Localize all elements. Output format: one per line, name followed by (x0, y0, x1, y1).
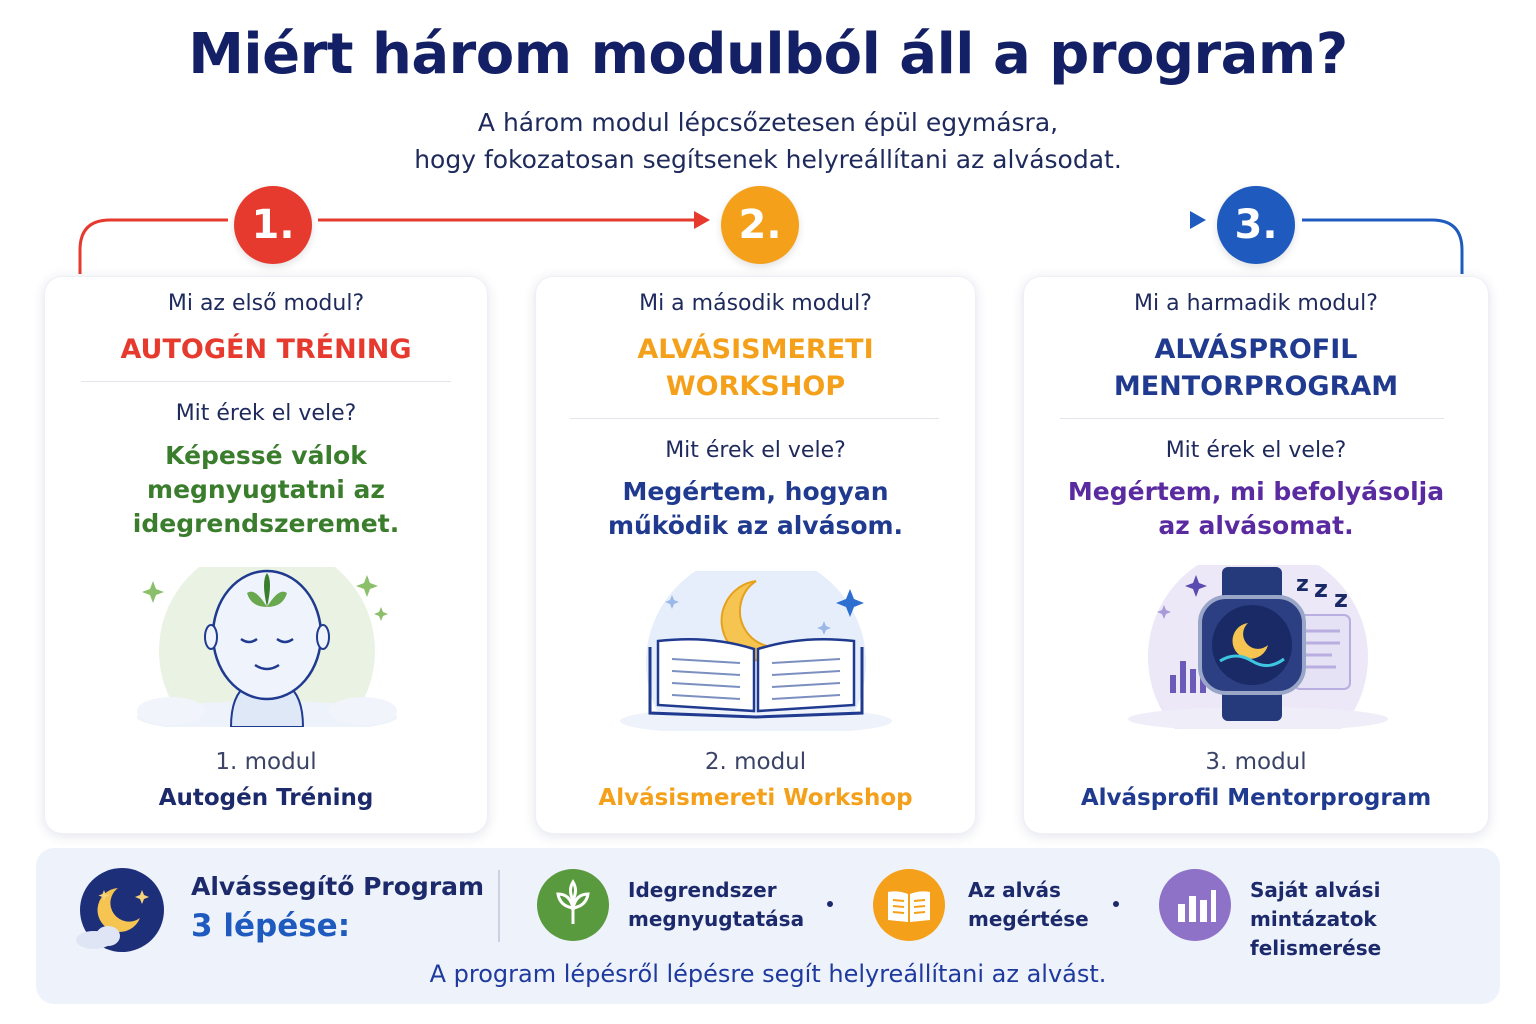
separator-dot (827, 901, 833, 907)
bar-chart-icon (1158, 868, 1232, 942)
step-badge-3: 3. (1217, 186, 1295, 264)
goal-question: Mit érek el vele? (175, 401, 357, 426)
module-name: Alvásprofil Mentorprogram (1080, 785, 1432, 811)
module-name: Alvásismereti Workshop (598, 785, 913, 811)
sleep-tracker-watch-icon (1122, 565, 1394, 729)
divider (1060, 418, 1444, 419)
open-book-moon-icon (614, 571, 898, 731)
subtitle-line-2: hogy fokozatosan segítsenek helyreállítani az alvásodat. (414, 145, 1122, 174)
step-2-summary (968, 876, 1089, 934)
module-title-line: ALVÁSISMERETI (637, 334, 874, 365)
module-name: Autogén Tréning (158, 785, 374, 811)
module-question: Mi a harmadik modul? (1134, 291, 1378, 316)
step-badge-2: 2. (721, 186, 799, 264)
module-card-1 (44, 276, 488, 834)
summary-line: megértése (968, 907, 1089, 931)
connector-right-curve (1302, 220, 1462, 274)
module-title (45, 331, 487, 368)
svg-text:z: z (1314, 575, 1328, 603)
module-card-2 (535, 276, 976, 834)
summary-line: mintázatok felismerése (1250, 907, 1382, 960)
goal-line: az alvásomat. (1158, 511, 1354, 540)
summary-line: megnyugtatása (628, 907, 805, 931)
step-1-summary (628, 876, 804, 934)
module-title (536, 331, 975, 405)
module-title-line: MENTORPROGRAM (1113, 371, 1399, 402)
svg-text:z: z (1296, 572, 1309, 597)
summary-line: Az alvás (968, 878, 1061, 902)
module-title-line: WORKSHOP (665, 371, 846, 402)
divider (570, 418, 939, 419)
meditating-head-icon (131, 567, 403, 727)
separator-dot (1113, 901, 1119, 907)
step-badge-1: 1. (234, 186, 312, 264)
goal-question: Mit érek el vele? (1165, 438, 1347, 463)
book-icon (872, 868, 946, 942)
divider (81, 381, 451, 382)
module-goal (45, 439, 487, 541)
goal-line: Megértem, hogyan (622, 477, 889, 506)
goal-line: működik az alvásom. (607, 511, 904, 540)
module-number: 3. modul (1205, 749, 1307, 775)
module-title-line: AUTOGÉN TRÉNING (120, 334, 412, 365)
leaf-icon (536, 868, 610, 942)
module-number: 1. modul (215, 749, 317, 775)
page-title: Miért három modulból áll a program? (188, 22, 1348, 87)
step-3-summary (1250, 876, 1500, 963)
program-name: Alvássegítő Program (191, 872, 485, 901)
subtitle-line-1: A három modul lépcsőzetesen épül egymásra, (477, 108, 1059, 137)
program-tagline: A program lépésről lépésre segít helyreállítani az alvást. (429, 960, 1107, 988)
module-goal (536, 475, 975, 543)
goal-question: Mit érek el vele? (665, 438, 846, 463)
svg-text:z: z (1334, 585, 1348, 613)
module-number: 2. modul (704, 749, 807, 775)
connector-left-curve (80, 220, 228, 274)
page-subtitle (0, 104, 1536, 178)
goal-line: megnyugtatni az (147, 475, 385, 504)
arrow-1-2 (694, 211, 710, 229)
program-steps-label: 3 lépése: (191, 908, 351, 944)
module-goal (1024, 475, 1488, 543)
module-title (1024, 331, 1488, 405)
vertical-divider (498, 870, 500, 942)
arrow-2-3 (1190, 211, 1206, 229)
goal-line: idegrendszeremet. (132, 509, 400, 538)
module-title-line: ALVÁSPROFIL (1154, 334, 1358, 365)
goal-line: Megértem, mi befolyásolja (1067, 477, 1445, 506)
goal-line: Képessé válok (165, 441, 367, 470)
module-question: Mi az első modul? (167, 291, 365, 316)
module-question: Mi a második modul? (639, 291, 872, 316)
program-summary-panel (36, 848, 1500, 1004)
moon-night-icon (74, 868, 170, 954)
summary-line: Saját alvási (1250, 878, 1381, 902)
module-card-3 (1023, 276, 1489, 834)
summary-line: Idegrendszer (628, 878, 777, 902)
